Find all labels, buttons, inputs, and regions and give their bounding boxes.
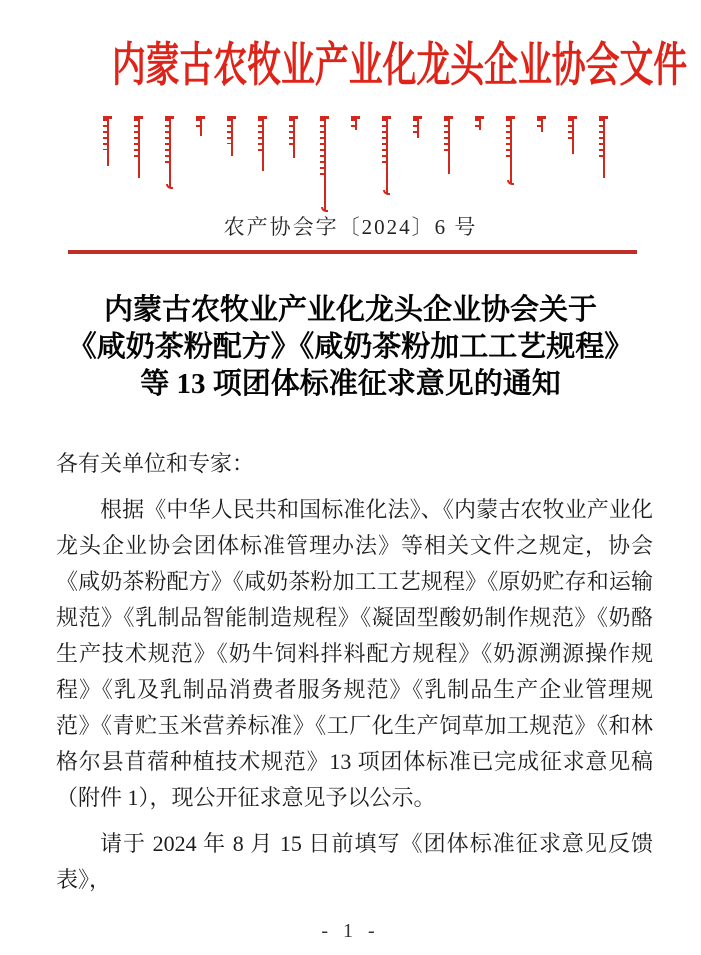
body-paragraph: 根据《中华人民共和国标准化法》、《内蒙古农牧业产业化龙头企业协会团体标准管理办法》等相关文件之规定，协会《咸奶茶粉配方》《咸奶茶粉加工工艺规程》《原奶贮存和运输规范》《乳制品智能制造规程》《凝固型酸奶制作规范》《奶酪生产技术规范》《奶牛饲料拌料配方规程》《奶源溯源操作规程》《乳及乳制品消费者服务规范》《乳制品生产企业管理规范》《青贮玉米营养标准》《工厂化生产饲草加工规范》《和林格尔县苜蓿种植技术规范》13 项团体标准已完成征求意见稿（附件 1），现公开征求意见予以公示。 [56,497,653,810]
mongolian-word [320,116,329,211]
document-title [28,292,673,403]
mongolian-word [599,116,608,178]
mongolian-word [444,116,453,174]
document-title-line-2: 《咸奶茶粉配方》《咸奶茶粉加工工艺规程》 [67,331,634,363]
mongolian-word [227,116,236,156]
mongolian-word [289,116,298,158]
letterhead-banner [0,38,701,94]
mongolian-word [196,116,205,136]
body-paragraph: 请于 2024 年 8 月 15 日前填写《团体标准征求意见反馈表》， [56,831,653,892]
mongolian-word [506,116,515,184]
mongolian-word [413,116,422,138]
mongolian-word [382,116,391,194]
document-body [56,446,653,898]
document-number: 农产协会字〔2024〕6 号 [223,215,478,239]
mongolian-word [165,116,174,188]
mongolian-script [60,116,651,216]
mongolian-word [351,116,360,130]
page-number: - 1 - [321,920,380,942]
mongolian-word [475,116,484,130]
document-title-line-1: 内蒙古农牧业产业化龙头企业协会关于 [103,294,597,326]
mongolian-word [103,116,112,166]
salutation: 各有关单位和专家： [56,451,255,476]
letterhead-title: 内蒙古农牧业产业化龙头企业协会文件 [111,40,688,92]
red-divider-rule [68,250,637,254]
mongolian-word [258,116,267,171]
document-title-line-3: 等 13 项团体标准征求意见的通知 [140,368,561,400]
mongolian-word [134,116,143,178]
mongolian-word [568,116,577,154]
mongolian-word [537,116,546,132]
